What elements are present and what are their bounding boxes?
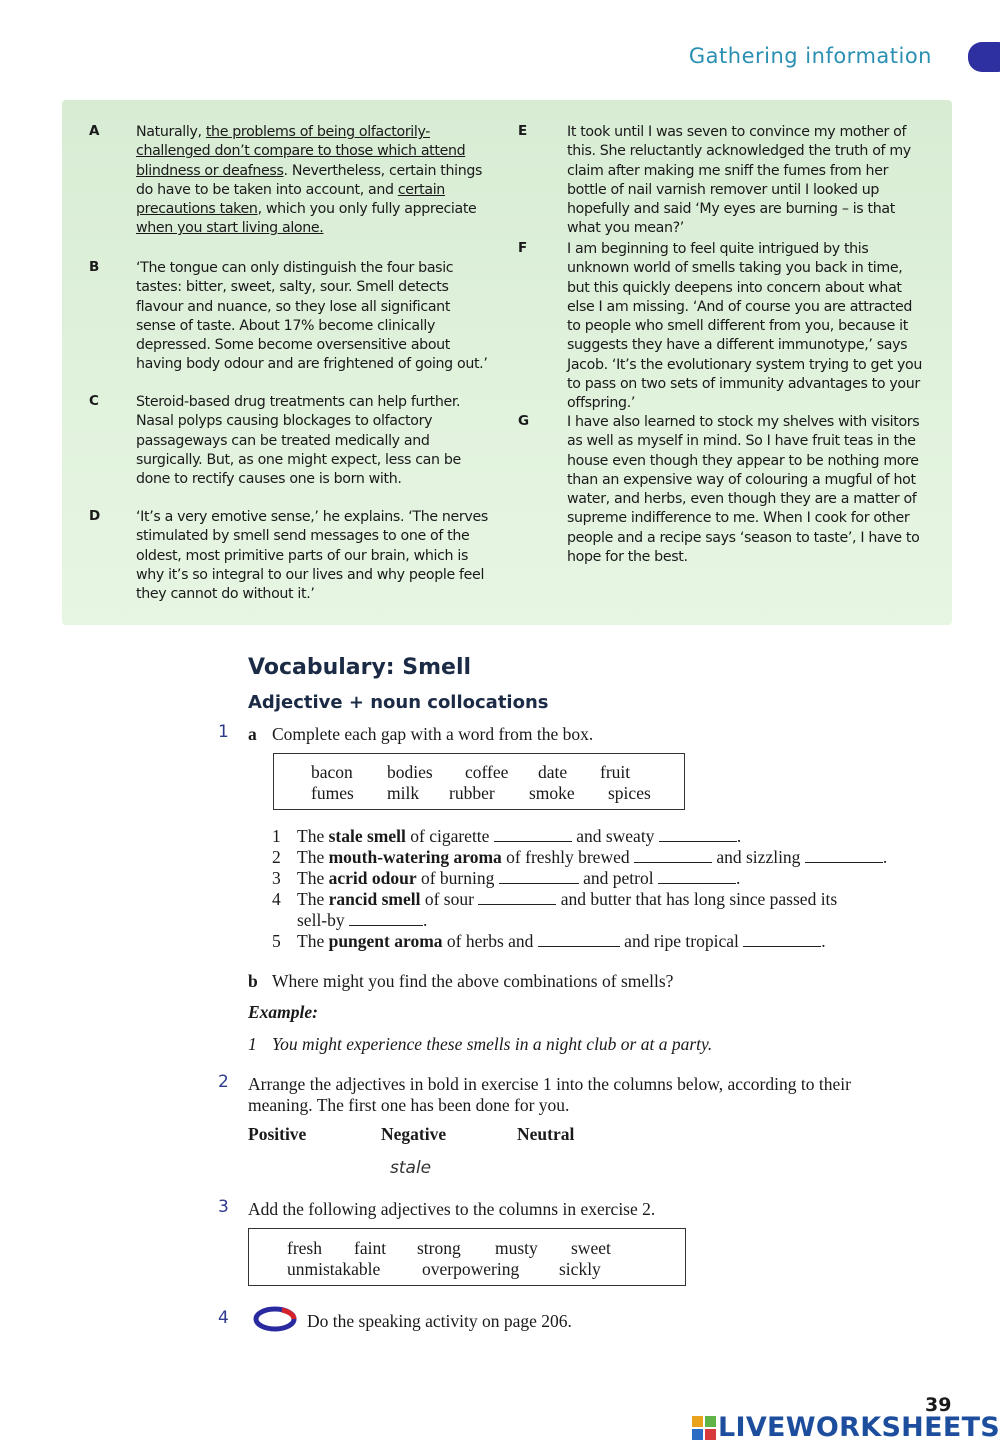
item-1: The stale smell of cigarette and sweaty . <box>297 826 742 846</box>
paragraph-g: I have also learned to stock my shelves with visitors as well as myself in mind. So I have fruit teas in the house even though they appear to be nothing more than an expensive way of colouring a mugful of hot water, and herbs, even though they are a matter of supreme indifference to me. When I cook for other people and a recipe says ‘season to taste’, I have to hope for the best. <box>567 414 920 566</box>
word-musty: musty <box>495 1238 538 1258</box>
page-number: 39 <box>925 1394 952 1416</box>
liveworksheets-logo[interactable]: LIVEWORKSHEETS <box>718 1412 1000 1443</box>
liveworksheets-logo-icon <box>692 1416 716 1440</box>
example-answer: You might experience these smells in a night club or at a party. <box>272 1034 713 1054</box>
paragraph-letter-f: F <box>518 240 528 256</box>
word-box-1-row-2 <box>311 783 651 804</box>
paragraph-letter-d: D <box>89 508 101 524</box>
example-number: 1 <box>248 1034 257 1054</box>
item-2: The mouth-watering aroma of freshly brewed and sizzling . <box>297 847 888 867</box>
exercise-4-instruction: Do the speaking activity on page 206. <box>307 1311 572 1331</box>
exercise-1b-label: b <box>248 971 258 991</box>
word-strong: strong <box>417 1238 461 1258</box>
word-unmistakable: unmistakable <box>287 1259 381 1279</box>
paragraph-letter-c: C <box>89 393 99 409</box>
paragraph-a: Naturally, the problems of being olfactorily-challenged don’t compare to those which attend blindness or deafness. Nevertheless, certain things do have to be taken into account, and certain precautions taken, which you only fully appreciate when you start living alone. <box>136 124 483 237</box>
vocabulary-title: Vocabulary: Smell <box>248 655 472 680</box>
item-4: The rancid smell of sour and butter that has long since passed its <box>297 889 838 909</box>
gap-input[interactable] <box>743 932 821 947</box>
word-date: date <box>538 762 568 782</box>
word-fumes: fumes <box>311 783 354 803</box>
gap-input[interactable] <box>538 932 620 947</box>
paragraph-c: Steroid-based drug treatments can help further. Nasal polyps causing blockages to olfactory passageways can be treated medically and surgically. But, as one might expect, less can be done to rectify causes one is born with. <box>136 394 461 488</box>
word-milk: milk <box>387 783 420 803</box>
exercise-1b-instruction: Where might you find the above combinations of smells? <box>272 971 674 991</box>
gap-input[interactable] <box>478 890 556 905</box>
word-bodies: bodies <box>387 762 433 782</box>
word-smoke: smoke <box>529 783 575 803</box>
exercise-4-number: 4 <box>218 1308 229 1328</box>
item-3: The acrid odour of burning and petrol . <box>297 868 741 888</box>
word-fresh: fresh <box>287 1238 322 1258</box>
gap-input[interactable] <box>658 869 736 884</box>
exercise-1a-label: a <box>248 724 257 744</box>
word-overpowering: overpowering <box>422 1259 520 1279</box>
word-bacon: bacon <box>311 762 353 782</box>
gap-input[interactable] <box>494 827 572 842</box>
paragraph-d: ‘It’s a very emotive sense,’ he explains. ‘The nerves stimulated by smell send messages to one of the oldest, most primitive parts of our brain, which is why it’s so integral to our lives and why people feel they cannot do without it.’ <box>136 509 488 603</box>
exercise-2-number: 2 <box>218 1072 229 1092</box>
example-column-answer: stale <box>390 1158 432 1178</box>
gap-input[interactable] <box>805 848 883 863</box>
paragraph-e: It took until I was seven to convince my mother of this. She reluctantly acknowledged the truth of my claim after making me sniff the fumes from her bottle of nail varnish remover until I looked up hopefully and said ‘My eyes are burning – is that what you mean?’ <box>567 124 911 237</box>
paragraph-letter-a: A <box>89 123 100 139</box>
word-box-3-row-1 <box>287 1238 611 1259</box>
paragraph-letter-b: B <box>89 259 100 275</box>
exercise-1-number: 1 <box>218 722 229 742</box>
item-3-number: 3 <box>272 868 281 888</box>
word-rubber: rubber <box>449 783 495 803</box>
paragraph-letter-e: E <box>518 123 528 139</box>
section-tab-marker <box>968 42 1000 72</box>
exercise-1a-instruction: Complete each gap with a word from the box. <box>272 724 594 744</box>
gap-input[interactable] <box>349 911 423 926</box>
column-header-negative: Negative <box>381 1124 447 1144</box>
word-fruit: fruit <box>600 762 631 782</box>
item-4-line-2: sell-by . <box>297 910 428 930</box>
word-box-1-row-1 <box>311 762 630 783</box>
item-2-number: 2 <box>272 847 281 867</box>
word-faint: faint <box>354 1238 387 1258</box>
gap-input[interactable] <box>499 869 579 884</box>
exercise-2-instruction-line-2: meaning. The first one has been done for you. <box>248 1095 570 1115</box>
word-box-3-row-2 <box>287 1259 601 1280</box>
column-header-neutral: Neutral <box>517 1124 575 1144</box>
column-header-positive: Positive <box>248 1124 307 1144</box>
gap-input[interactable] <box>634 848 712 863</box>
vocabulary-subtitle: Adjective + noun collocations <box>248 692 549 713</box>
exercise-2-instruction-line-1: Arrange the adjectives in bold in exercise 1 into the columns below, according to their <box>248 1074 851 1094</box>
item-5: The pungent aroma of herbs and and ripe tropical . <box>297 931 826 951</box>
paragraph-b: ‘The tongue can only distinguish the four basic tastes: bitter, sweet, salty, sour. Smell detects flavour and nuance, so they lose all significant sense of taste. About 17% become clinically depressed. Some become oversensitive about having body odour and are frightened of going out.’ <box>136 260 488 373</box>
speaking-activity-icon <box>252 1306 298 1332</box>
word-coffee: coffee <box>465 762 509 782</box>
example-label: Example: <box>248 1002 318 1022</box>
paragraph-f: I am beginning to feel quite intrigued by this unknown world of smells taking you back in time, but this quickly deepens into concern about what else I am missing. ‘And of course you are attracted to people who smell different from you, because it suggests they have a different immunotype,’ says Jacob. ‘It’s the evolutionary system trying to get you to pass on two sets of immunity advantages to your offspring.’ <box>567 241 922 412</box>
paragraph-letter-g: G <box>518 413 530 429</box>
exercise-3-instruction: Add the following adjectives to the columns in exercise 2. <box>248 1199 656 1219</box>
exercise-3-number: 3 <box>218 1197 229 1217</box>
item-1-number: 1 <box>272 826 281 846</box>
word-sweet: sweet <box>571 1238 611 1258</box>
word-spices: spices <box>608 783 651 803</box>
item-4-number: 4 <box>272 889 281 909</box>
word-sickly: sickly <box>559 1259 601 1279</box>
item-5-number: 5 <box>272 931 281 951</box>
page-header-title: Gathering information <box>688 44 932 68</box>
gap-input[interactable] <box>659 827 737 842</box>
